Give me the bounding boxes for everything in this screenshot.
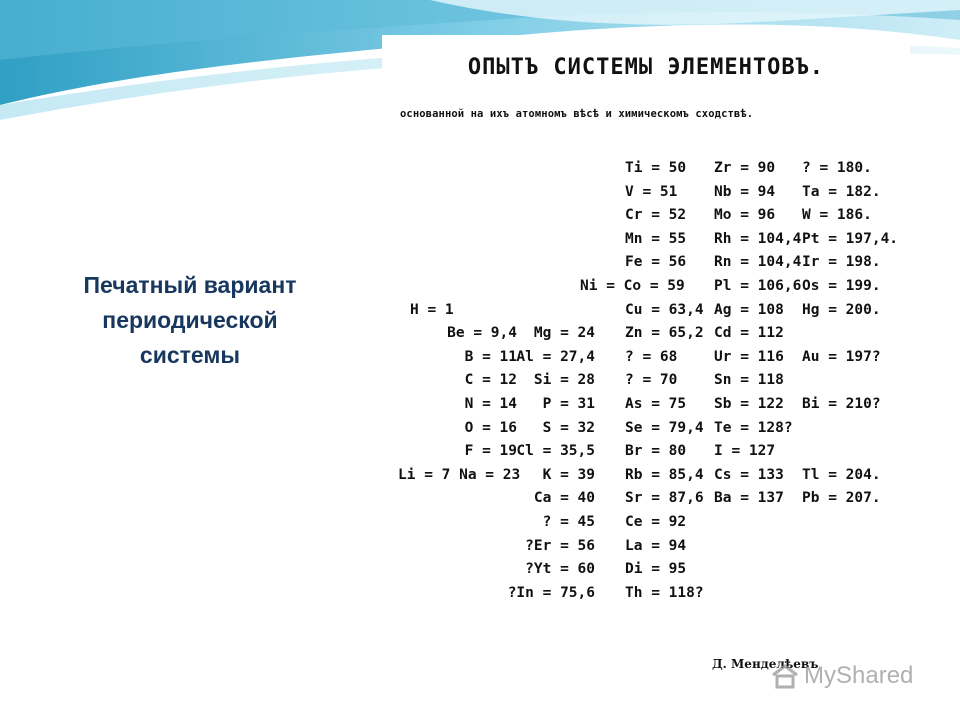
element-entry: Ti = 50 xyxy=(625,160,687,176)
caption-line: системы xyxy=(139,342,241,368)
element-entry: Zr = 90 xyxy=(714,160,776,176)
element-entry: Rn = 104,4 xyxy=(714,254,802,271)
caption-line: Печатный вариант xyxy=(83,272,297,298)
element-entry: Cd = 112 xyxy=(714,325,784,342)
element-entry: ?Er = 56 xyxy=(525,537,595,554)
element-entry: N = 14 xyxy=(464,396,517,412)
element-entry: Mg = 24 xyxy=(533,325,595,342)
element-entry: I = 127 xyxy=(714,443,776,460)
element-entry: Fe = 56 xyxy=(625,254,687,271)
element-entry: Te = 128? xyxy=(714,419,793,436)
element-entry: Di = 95 xyxy=(625,561,687,578)
element-entry: La = 94 xyxy=(625,537,687,554)
element-entry: Si = 28 xyxy=(533,372,595,389)
element-entry: ?Yt = 60 xyxy=(525,561,595,578)
element-entry: As = 75 xyxy=(625,396,687,412)
element-entry: Cr = 52 xyxy=(625,207,687,224)
element-entry: Bi = 210? xyxy=(802,396,881,412)
watermark xyxy=(770,660,913,692)
slide-caption xyxy=(30,268,350,373)
element-entry: Au = 197? xyxy=(802,348,881,365)
periodic-table-document xyxy=(382,35,910,690)
element-entry: W = 186. xyxy=(802,207,872,224)
element-entry: P = 31 xyxy=(542,396,595,412)
element-entry: Sb = 122 xyxy=(714,396,784,412)
element-entry: C = 12 xyxy=(464,372,517,389)
element-entry: Ur = 116 xyxy=(714,348,784,365)
element-entry: Os = 199. xyxy=(802,278,881,294)
element-entry: O = 16 xyxy=(464,419,517,436)
element-entry: Br = 80 xyxy=(625,443,687,460)
element-entry: Ni = Co = 59 xyxy=(580,278,685,294)
element-entry: V = 51 xyxy=(625,183,678,200)
element-entry: Sr = 87,6 xyxy=(625,490,704,507)
element-entry: Mo = 96 xyxy=(714,207,776,224)
element-entry: Cl = 35,5 xyxy=(516,443,595,460)
element-entry: Be = 9,4 xyxy=(447,325,517,342)
element-entry: Th = 118? xyxy=(625,584,704,601)
element-entry: Ir = 198. xyxy=(802,254,881,271)
caption-line: периодической xyxy=(102,307,278,333)
element-entry: B = 11 xyxy=(464,348,517,365)
element-entry: Tl = 204. xyxy=(802,466,881,483)
element-entry: ? = 180. xyxy=(802,160,872,176)
element-entry: ? = 68 xyxy=(625,348,678,365)
myshared-logo-icon xyxy=(770,663,800,689)
element-entry: Ba = 137 xyxy=(714,490,784,507)
element-entry: Ca = 40 xyxy=(533,490,595,507)
element-entry: H = 1 xyxy=(410,301,454,318)
document-title: ОПЫТЪ СИСТЕМЫ ЭЛЕМЕНТОВЪ. xyxy=(467,55,825,80)
document-subtitle: основанной на ихъ атомномъ вѣсѣ и химическомъ сходствѣ. xyxy=(400,108,754,120)
element-entry: Rh = 104,4 xyxy=(714,230,802,247)
element-entry: K = 39 xyxy=(542,466,595,483)
document-signature: Д. Менделѣевъ xyxy=(712,657,819,671)
element-entry: Sn = 118 xyxy=(714,372,784,389)
element-entry: Ag = 108 xyxy=(714,301,784,318)
element-entry: Ta = 182. xyxy=(802,183,881,200)
element-entry: Li = 7 Na = 23 xyxy=(398,466,521,483)
element-entry: Al = 27,4 xyxy=(516,348,595,365)
element-entry: Hg = 200. xyxy=(802,301,881,318)
element-entry: Pb = 207. xyxy=(802,490,881,507)
element-entry: Pl = 106,6 xyxy=(714,278,802,294)
element-entry: ? = 45 xyxy=(542,514,595,530)
element-entry: ?In = 75,6 xyxy=(507,584,595,601)
watermark-text: MyShared xyxy=(804,662,914,689)
element-entry: Cu = 63,4 xyxy=(625,301,704,318)
element-entry: ? = 70 xyxy=(625,372,678,389)
element-entry: Zn = 65,2 xyxy=(625,325,704,342)
element-entry: Rb = 85,4 xyxy=(625,466,704,483)
element-entry: Cs = 133 xyxy=(714,466,784,483)
element-entry: S = 32 xyxy=(542,419,595,436)
element-entry: Ce = 92 xyxy=(625,514,687,530)
element-entry: Mn = 55 xyxy=(625,230,687,247)
element-entry: Nb = 94 xyxy=(714,183,776,200)
element-entry: Pt = 197,4. xyxy=(802,230,899,247)
element-entry: Se = 79,4 xyxy=(625,419,704,436)
element-entry: F = 19 xyxy=(464,443,517,460)
